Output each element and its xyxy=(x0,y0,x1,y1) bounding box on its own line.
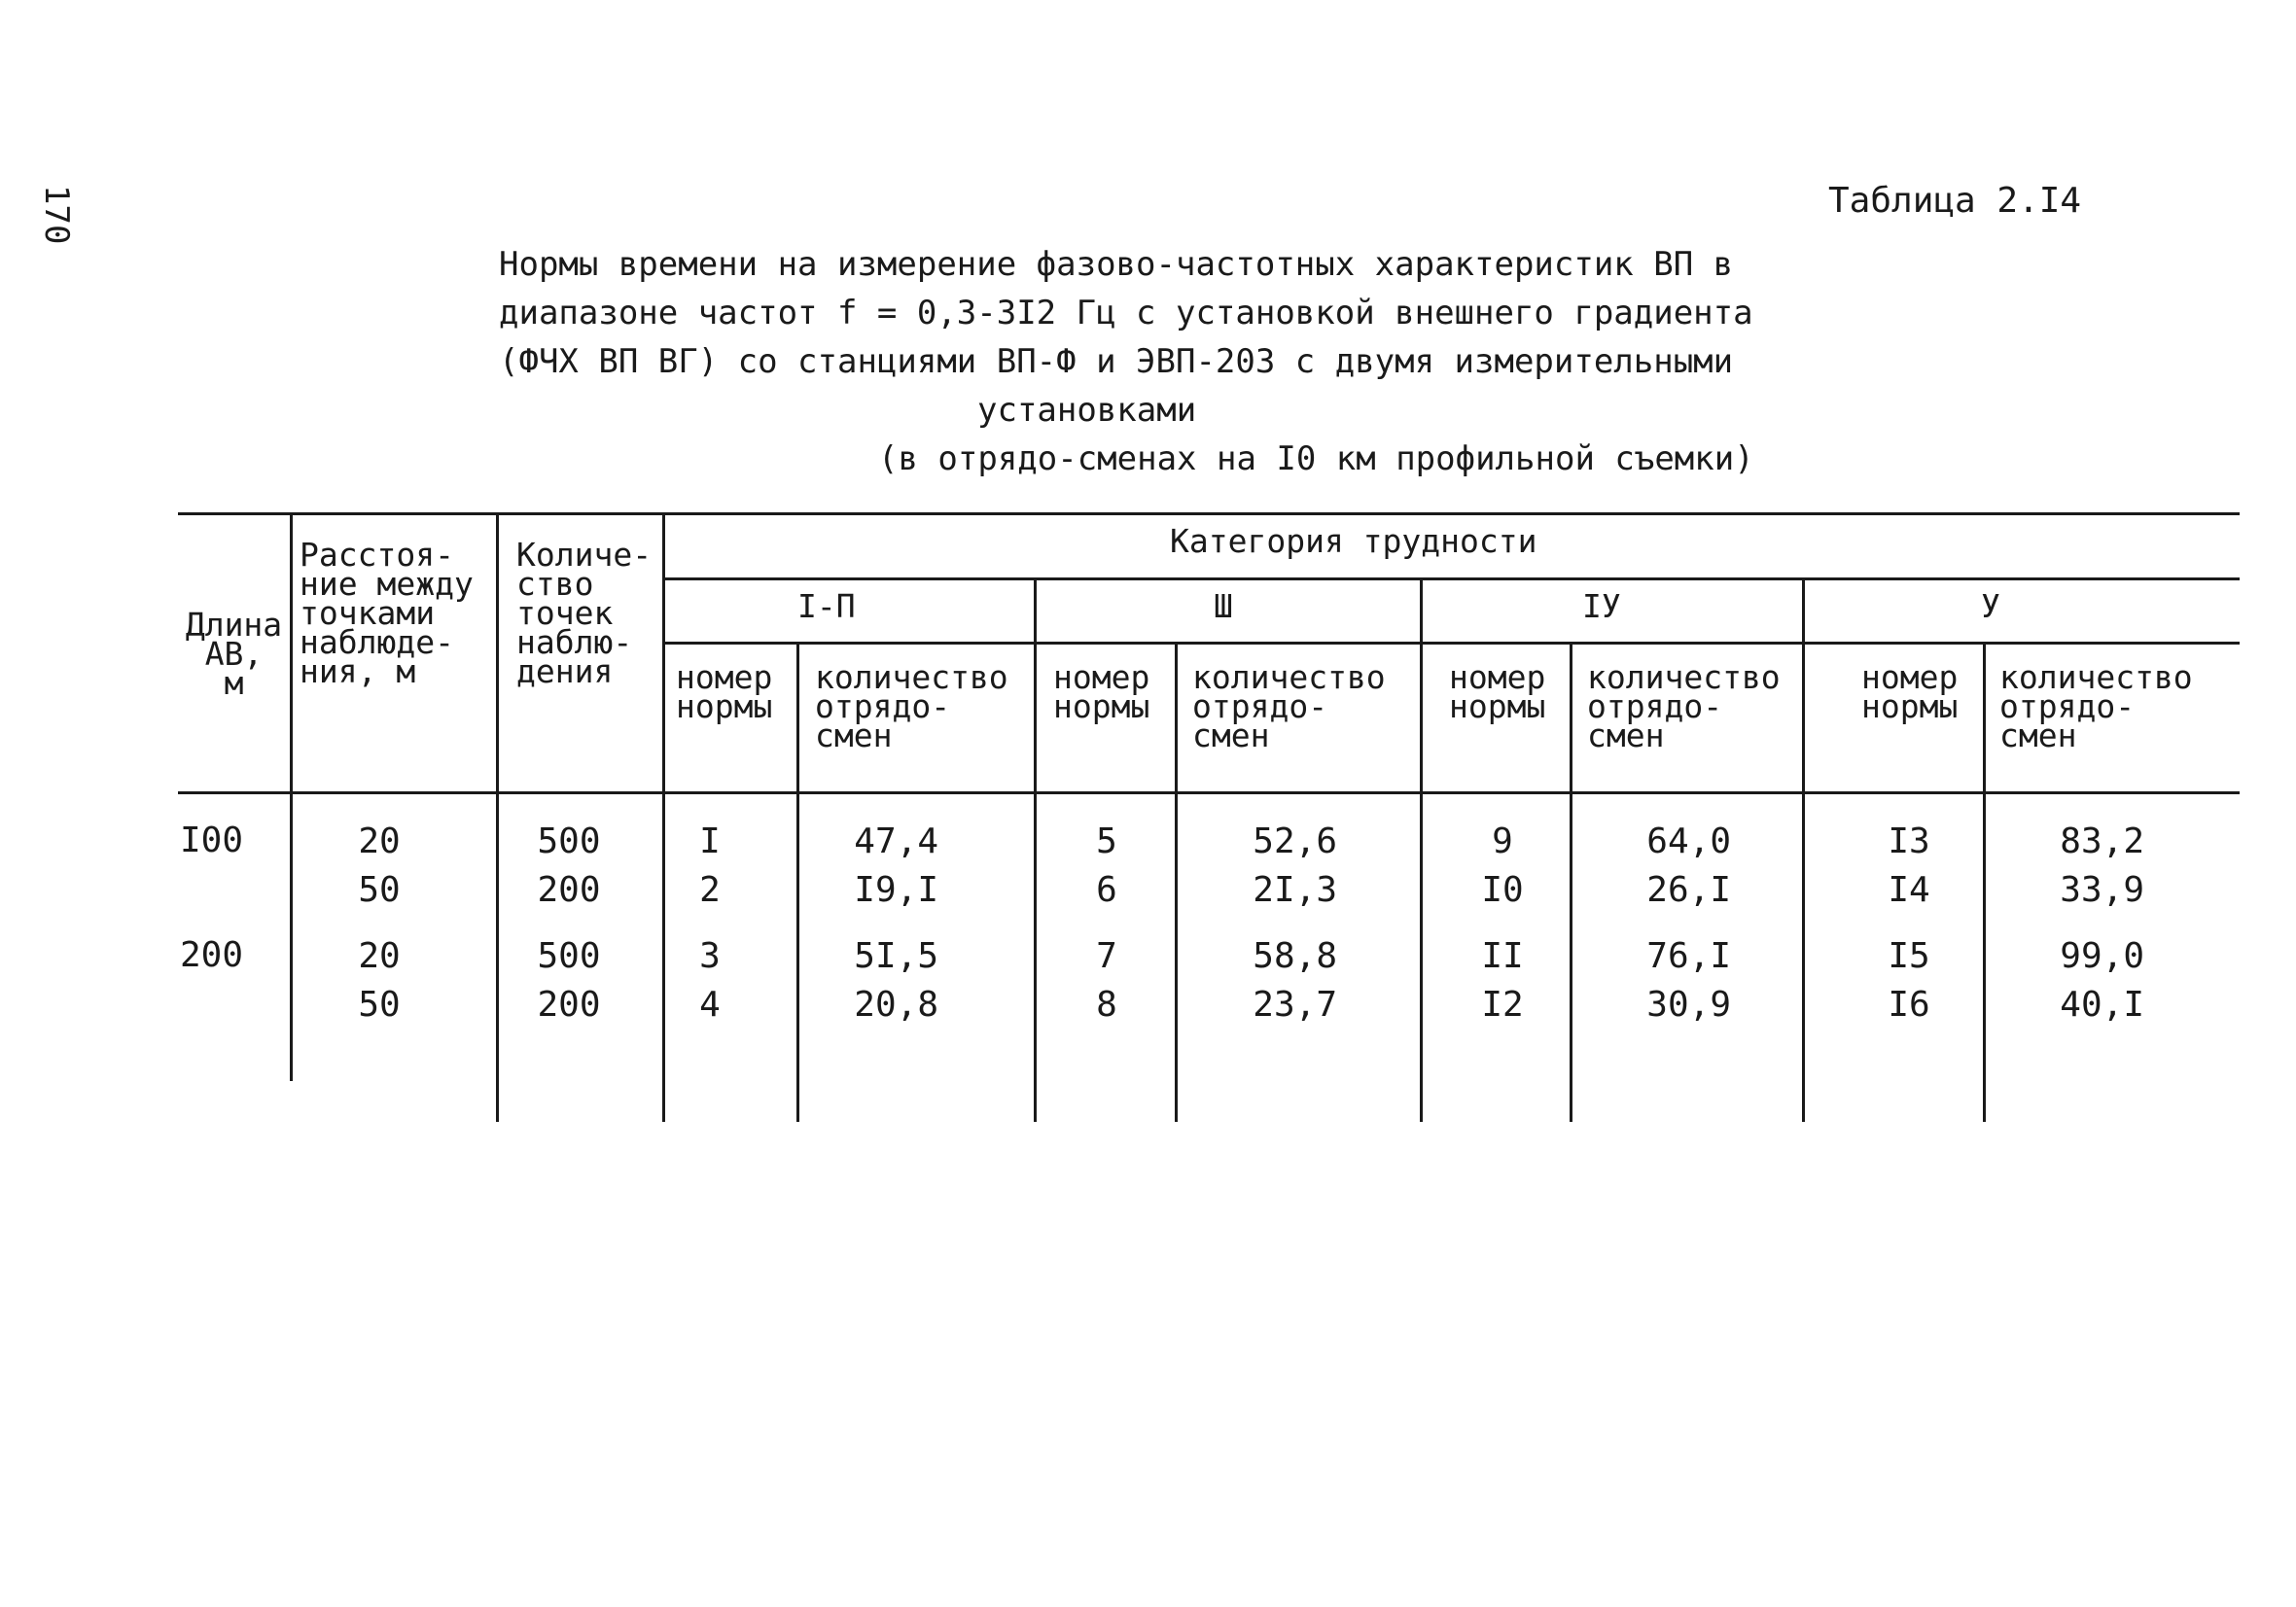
table-title-line-2: диапазоне частот f = 0,3-3I2 Гц с установкой внешнего градиента xyxy=(499,294,1753,332)
cell-count: 500 xyxy=(537,821,601,861)
subheader-shift-count-2: количество отрядо- смен xyxy=(1192,658,1386,754)
col-divider-1 xyxy=(290,512,293,1081)
cell-qty-cat3: 2I,3 xyxy=(1253,870,1337,910)
cell-norm-cat5: I3 xyxy=(1888,821,1930,861)
cell-qty-cat4: 30,9 xyxy=(1646,985,1731,1025)
header-difficulty-category: Категория трудности xyxy=(1170,522,1537,560)
header-category-5: У xyxy=(1981,587,2000,625)
subheader-norm-number-1: номер нормы xyxy=(676,658,773,725)
cell-norm-cat3: 5 xyxy=(1096,821,1117,861)
cell-length: I00 xyxy=(180,821,244,860)
cell-qty-cat4: 76,I xyxy=(1646,936,1731,976)
cell-norm-cat5: I6 xyxy=(1888,985,1930,1025)
cell-norm-cat4: II xyxy=(1481,936,1524,976)
cell-qty-cat1: 5I,5 xyxy=(854,936,938,976)
col-divider-2 xyxy=(496,512,499,1122)
header-observation-points-count: Количе- ство точек наблю- дения xyxy=(516,536,653,690)
table-top-rule xyxy=(178,512,2240,515)
subheader-norm-number-2: номер нормы xyxy=(1053,658,1150,725)
table-title-line-3: (ФЧХ ВП ВГ) со станциями ВП-Ф и ЭВП-203 с двумя измерительными xyxy=(499,342,1734,381)
category-header-rule xyxy=(664,577,2240,580)
col-divider-10 xyxy=(1983,642,1986,1122)
cell-count: 500 xyxy=(537,936,601,976)
cell-length: 200 xyxy=(180,935,244,975)
col-divider-9 xyxy=(1802,577,1805,1122)
cell-norm-cat4: I2 xyxy=(1481,985,1524,1025)
cell-qty-cat5: 83,2 xyxy=(2060,821,2144,861)
header-bottom-rule xyxy=(178,791,2240,794)
cell-norm-cat4: 9 xyxy=(1492,821,1513,861)
subheader-shift-count-4: количество отрядо- смен xyxy=(1999,658,2193,754)
col-divider-8 xyxy=(1570,642,1572,1122)
subheader-shift-count-3: количество отрядо- смен xyxy=(1587,658,1781,754)
cell-norm-cat3: 7 xyxy=(1096,936,1117,976)
cell-qty-cat1: I9,I xyxy=(854,870,938,910)
cell-norm-cat5: I5 xyxy=(1888,936,1930,976)
cell-norm-cat1: I xyxy=(699,821,721,861)
cell-distance: 20 xyxy=(358,821,401,861)
cell-norm-cat1: 4 xyxy=(699,985,721,1025)
header-distance-between-points: Расстоя- ние между точками наблюде- ния, м xyxy=(300,536,474,690)
cell-count: 200 xyxy=(537,870,601,910)
table-title-line-4: установками xyxy=(977,391,1197,430)
col-divider-3 xyxy=(662,512,665,1122)
page-number: 170 xyxy=(37,185,76,245)
cell-norm-cat1: 2 xyxy=(699,870,721,910)
col-divider-6 xyxy=(1175,642,1178,1122)
cell-qty-cat1: 47,4 xyxy=(854,821,938,861)
cell-norm-cat3: 8 xyxy=(1096,985,1117,1025)
header-category-1: I-П xyxy=(797,587,856,625)
cell-norm-cat1: 3 xyxy=(699,936,721,976)
category-names-rule xyxy=(664,642,2240,645)
cell-norm-cat4: I0 xyxy=(1481,870,1524,910)
cell-qty-cat1: 20,8 xyxy=(854,985,938,1025)
header-length-ab: Длина АВ, м xyxy=(185,606,283,702)
cell-qty-cat4: 64,0 xyxy=(1646,821,1731,861)
table-subtitle: (в отрядо-сменах на I0 км профильной съемки) xyxy=(878,439,1754,478)
header-category-4: IУ xyxy=(1582,587,1621,625)
subheader-norm-number-4: номер нормы xyxy=(1861,658,1959,725)
cell-distance: 50 xyxy=(358,870,401,910)
cell-norm-cat5: I4 xyxy=(1888,870,1930,910)
cell-qty-cat3: 23,7 xyxy=(1253,985,1337,1025)
col-divider-7 xyxy=(1420,577,1423,1122)
cell-count: 200 xyxy=(537,985,601,1025)
cell-qty-cat5: 40,I xyxy=(2060,985,2144,1025)
cell-distance: 50 xyxy=(358,985,401,1025)
cell-qty-cat3: 58,8 xyxy=(1253,936,1337,976)
subheader-shift-count-1: количество отрядо- смен xyxy=(815,658,1008,754)
header-category-3: Ш xyxy=(1214,587,1233,625)
table-title-line-1: Нормы времени на измерение фазово-частотных характеристик ВП в xyxy=(499,245,1734,284)
col-divider-4 xyxy=(796,642,799,1122)
cell-qty-cat5: 33,9 xyxy=(2060,870,2144,910)
col-divider-5 xyxy=(1034,577,1037,1122)
cell-qty-cat5: 99,0 xyxy=(2060,936,2144,976)
table-label: Таблица 2.I4 xyxy=(1828,181,2082,221)
cell-norm-cat3: 6 xyxy=(1096,870,1117,910)
cell-qty-cat3: 52,6 xyxy=(1253,821,1337,861)
subheader-norm-number-3: номер нормы xyxy=(1449,658,1546,725)
cell-distance: 20 xyxy=(358,936,401,976)
cell-qty-cat4: 26,I xyxy=(1646,870,1731,910)
